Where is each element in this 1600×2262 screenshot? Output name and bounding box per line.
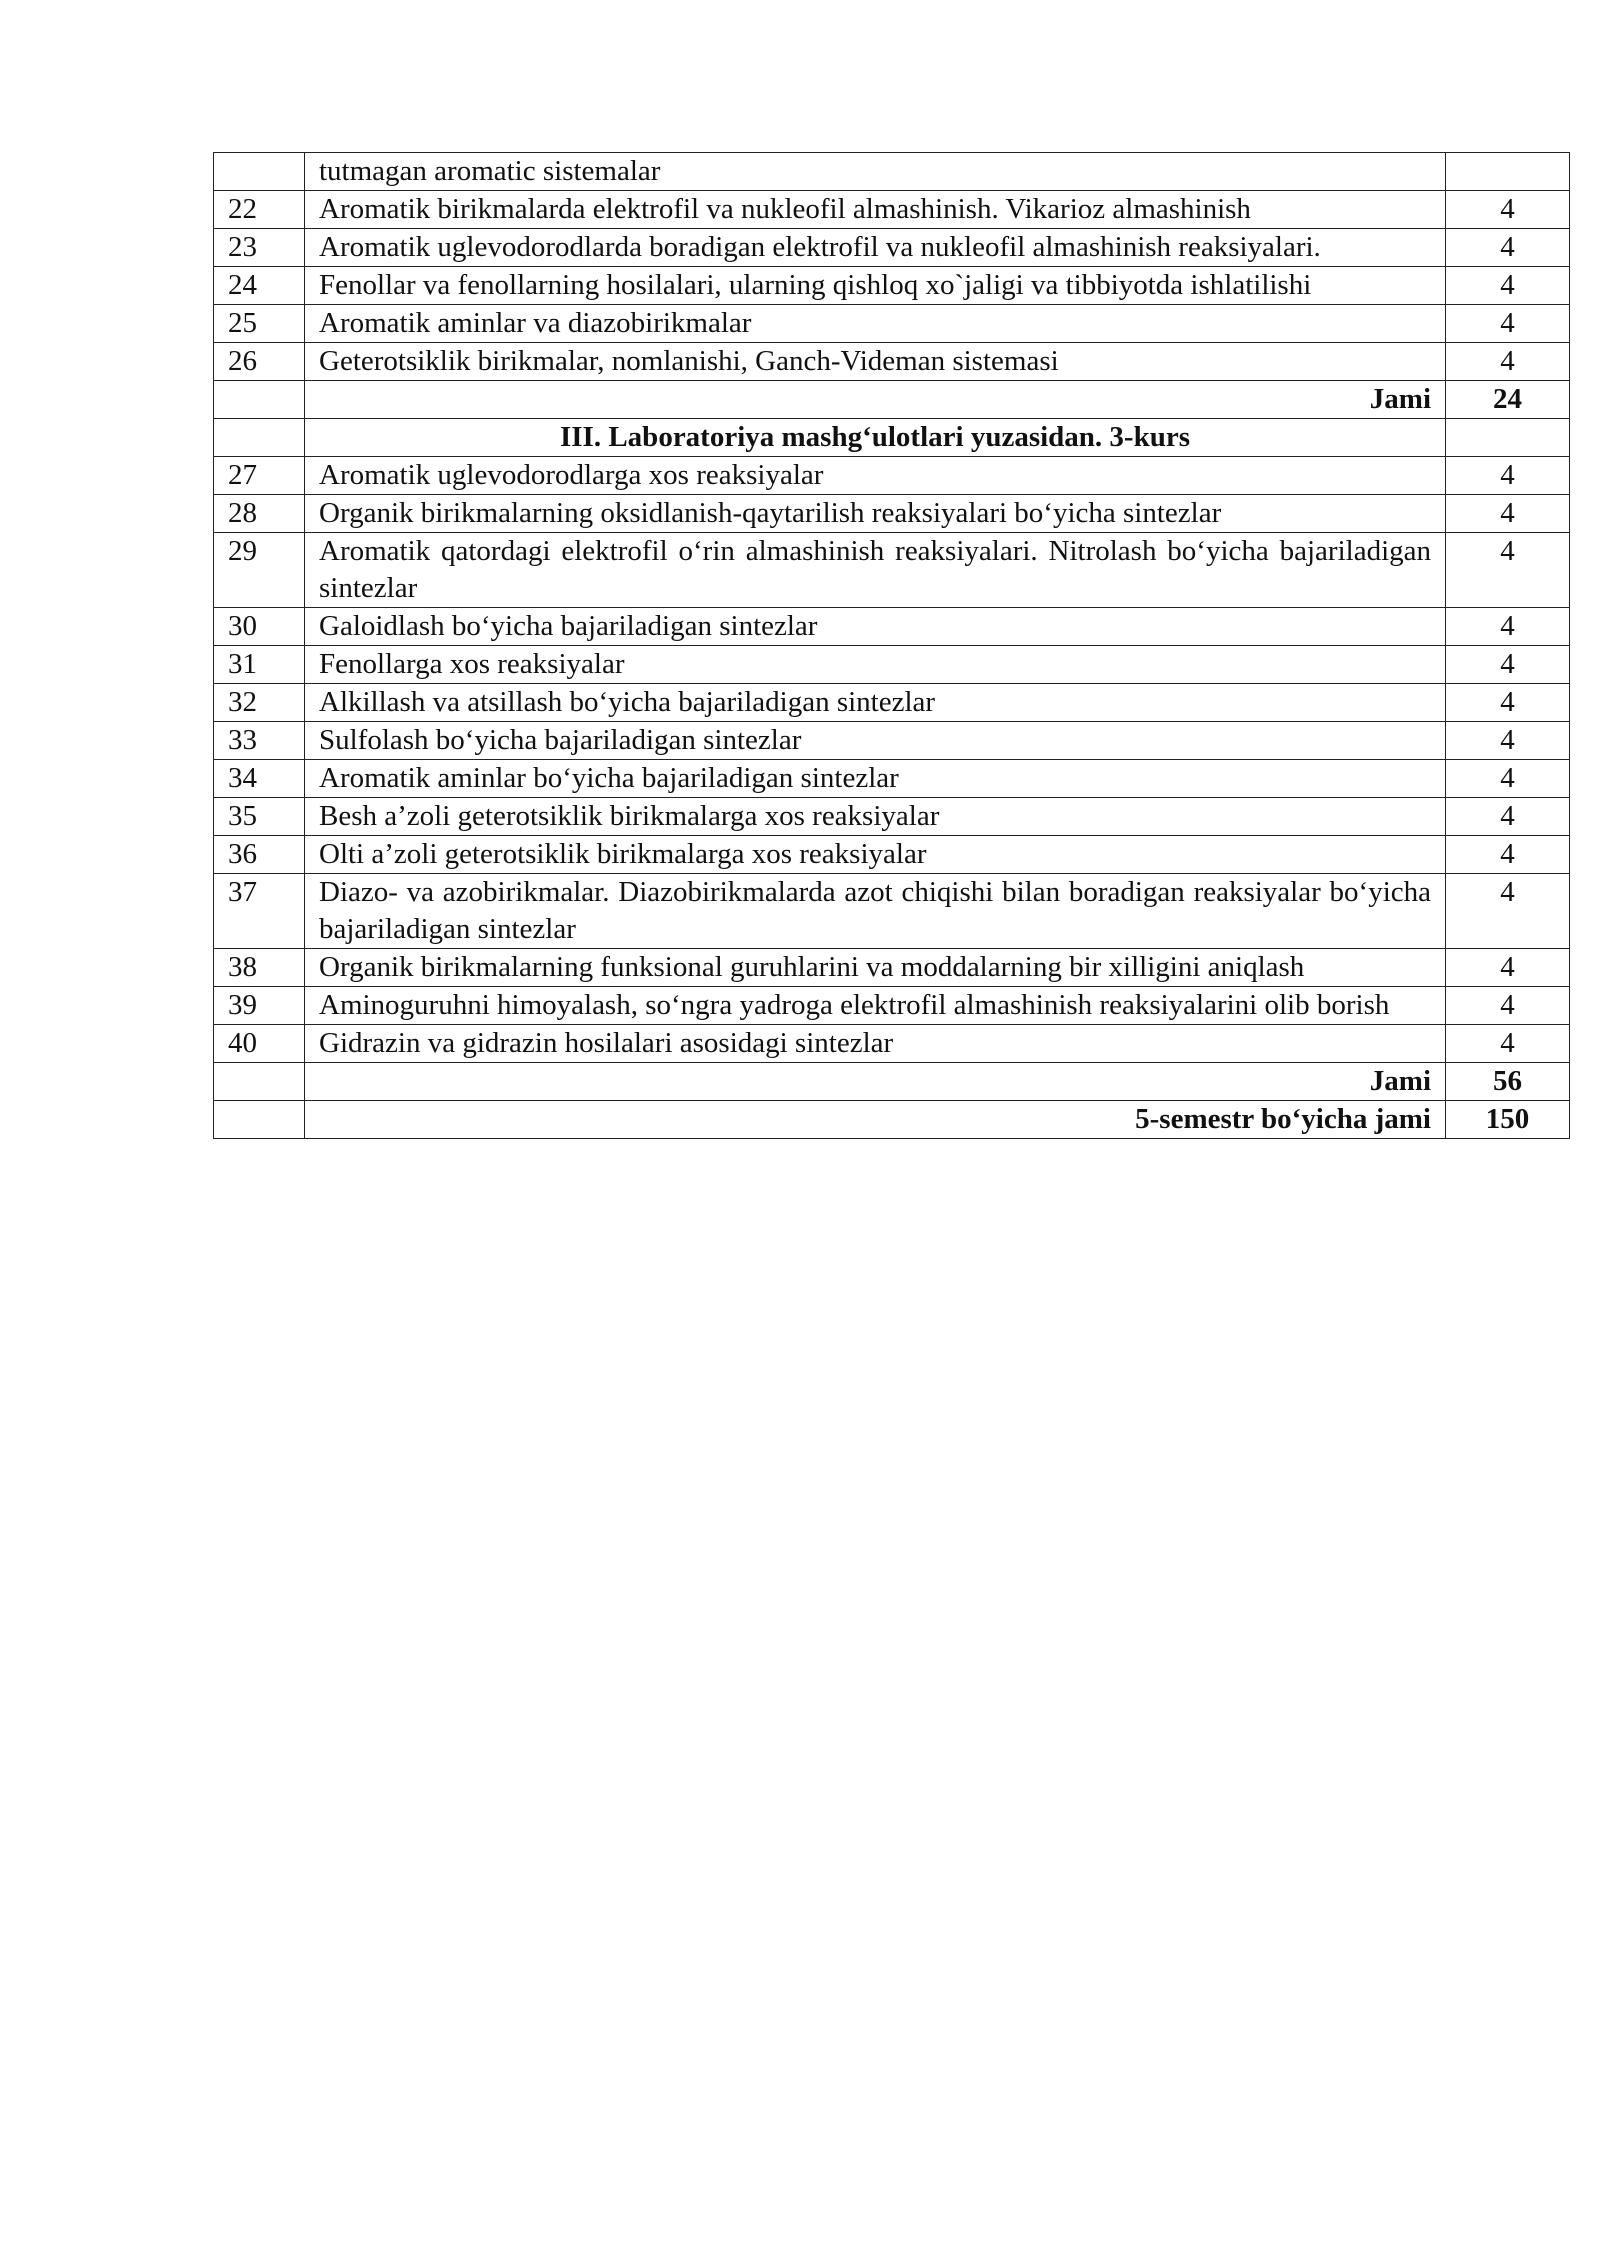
total-label: Jami (305, 1063, 1446, 1101)
hours-cell (1446, 153, 1570, 191)
row-number: 29 (214, 533, 305, 608)
hours-cell: 4 (1446, 684, 1570, 722)
hours-cell: 4 (1446, 760, 1570, 798)
total-row (214, 1101, 1570, 1139)
hours-cell (1446, 419, 1570, 457)
table-row (214, 495, 1570, 533)
row-number: 27 (214, 457, 305, 495)
topic-title: Organik birikmalarning oksidlanish-qaytarilish reaksiyalari bo‘yicha sintezlar (305, 495, 1446, 533)
hours-cell: 4 (1446, 191, 1570, 229)
table-row (214, 305, 1570, 343)
topic-title: Aromatik aminlar va diazobirikmalar (305, 305, 1446, 343)
row-number (214, 419, 305, 457)
topic-title: Organik birikmalarning funksional guruhlarini va moddalarning bir xilligini aniqlash (305, 949, 1446, 987)
table-row (214, 760, 1570, 798)
total-hours: 24 (1446, 381, 1570, 419)
topic-title: Aromatik qatordagi elektrofil o‘rin almashinish reaksiyalari. Nitrolash bo‘yicha bajariladigan sintezlar (305, 533, 1446, 608)
table-row (214, 608, 1570, 646)
row-number (214, 1063, 305, 1101)
hours-cell: 4 (1446, 798, 1570, 836)
total-row (214, 1063, 1570, 1101)
topic-title: Aromatik aminlar bo‘yicha bajariladigan sintezlar (305, 760, 1446, 798)
topic-title: Aromatik uglevodorodlarda boradigan elektrofil va nukleofil almashinish reaksiyalari. (305, 229, 1446, 267)
table-row (214, 343, 1570, 381)
hours-cell: 4 (1446, 533, 1570, 608)
table-row (214, 1025, 1570, 1063)
topic-title: Fenollarga xos reaksiyalar (305, 646, 1446, 684)
topic-title: tutmagan aromatic sistemalar (305, 153, 1446, 191)
topic-title: Besh a’zoli geterotsiklik birikmalarga xos reaksiyalar (305, 798, 1446, 836)
topic-title: Fenollar va fenollarning hosilalari, ularning qishloq xo`jaligi va tibbiyotda ishlatilishi (305, 267, 1446, 305)
table-row (214, 798, 1570, 836)
table-row (214, 533, 1570, 608)
topic-title: Aromatik uglevodorodlarga xos reaksiyalar (305, 457, 1446, 495)
topic-title: Gidrazin va gidrazin hosilalari asosidagi sintezlar (305, 1025, 1446, 1063)
hours-cell: 4 (1446, 495, 1570, 533)
section-title: III. Laboratoriya mashg‘ulotlari yuzasidan. 3-kurs (305, 419, 1446, 457)
topic-title: Diazo- va azobirikmalar. Diazobirikmalarda azot chiqishi bilan boradigan reaksiyalar bo‘yicha bajariladigan sintezlar (305, 874, 1446, 949)
row-number: 30 (214, 608, 305, 646)
table-row (214, 684, 1570, 722)
hours-cell: 4 (1446, 722, 1570, 760)
topic-title: Olti a’zoli geterotsiklik birikmalarga xos reaksiyalar (305, 836, 1446, 874)
row-number: 22 (214, 191, 305, 229)
table-row (214, 229, 1570, 267)
hours-cell: 4 (1446, 343, 1570, 381)
row-number: 37 (214, 874, 305, 949)
row-number: 31 (214, 646, 305, 684)
hours-cell: 4 (1446, 229, 1570, 267)
hours-cell: 4 (1446, 1025, 1570, 1063)
topic-title: Galoidlash bo‘yicha bajariladigan sintezlar (305, 608, 1446, 646)
table-body (214, 153, 1570, 1139)
table-row (214, 836, 1570, 874)
hours-cell: 4 (1446, 305, 1570, 343)
hours-cell: 4 (1446, 949, 1570, 987)
row-number: 40 (214, 1025, 305, 1063)
row-number: 35 (214, 798, 305, 836)
row-number: 23 (214, 229, 305, 267)
row-number: 28 (214, 495, 305, 533)
topic-title: Sulfolash bo‘yicha bajariladigan sintezlar (305, 722, 1446, 760)
total-label: 5-semestr bo‘yicha jami (305, 1101, 1446, 1139)
section-header-row (214, 419, 1570, 457)
row-number: 36 (214, 836, 305, 874)
hours-cell: 4 (1446, 457, 1570, 495)
table-row (214, 987, 1570, 1025)
topic-title: Geterotsiklik birikmalar, nomlanishi, Ganch-Videman sistemasi (305, 343, 1446, 381)
table-row (214, 267, 1570, 305)
row-number (214, 381, 305, 419)
total-hours: 150 (1446, 1101, 1570, 1139)
table-row (214, 874, 1570, 949)
table-row (214, 722, 1570, 760)
table-row (214, 191, 1570, 229)
topic-title: Alkillash va atsillash bo‘yicha bajariladigan sintezlar (305, 684, 1446, 722)
hours-cell: 4 (1446, 608, 1570, 646)
hours-cell: 4 (1446, 836, 1570, 874)
row-number: 25 (214, 305, 305, 343)
hours-cell: 4 (1446, 874, 1570, 949)
table-row (214, 949, 1570, 987)
row-number: 34 (214, 760, 305, 798)
topic-title: Aminoguruhni himoyalash, so‘ngra yadroga elektrofil almashinish reaksiyalarini olib borish (305, 987, 1446, 1025)
total-hours: 56 (1446, 1063, 1570, 1101)
table-row (214, 153, 1570, 191)
row-number: 33 (214, 722, 305, 760)
topic-title: Aromatik birikmalarda elektrofil va nukleofil almashinish. Vikarioz almashinish (305, 191, 1446, 229)
hours-cell: 4 (1446, 646, 1570, 684)
row-number (214, 153, 305, 191)
row-number: 39 (214, 987, 305, 1025)
row-number (214, 1101, 305, 1139)
table-row (214, 646, 1570, 684)
curriculum-table (213, 152, 1570, 1139)
total-label: Jami (305, 381, 1446, 419)
hours-cell: 4 (1446, 267, 1570, 305)
row-number: 38 (214, 949, 305, 987)
hours-cell: 4 (1446, 987, 1570, 1025)
table-row (214, 457, 1570, 495)
row-number: 26 (214, 343, 305, 381)
row-number: 32 (214, 684, 305, 722)
row-number: 24 (214, 267, 305, 305)
total-row (214, 381, 1570, 419)
